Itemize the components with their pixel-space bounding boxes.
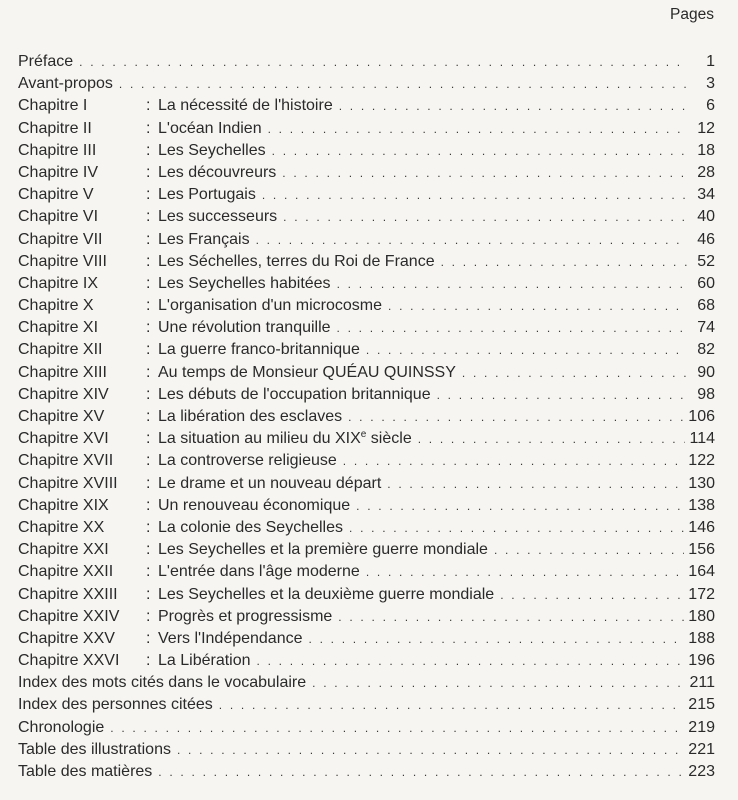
dot-leader	[272, 140, 687, 162]
dot-leader	[494, 539, 684, 561]
entry-page: 52	[697, 252, 715, 270]
entry-title: Avant-propos	[18, 75, 113, 93]
chapter-title: La controverse religieuse	[158, 452, 337, 470]
entry-page: 219	[688, 718, 715, 736]
chapter-label: Chapitre XVII	[18, 452, 114, 470]
entry-page: 114	[689, 430, 715, 448]
dot-leader	[437, 384, 687, 406]
toc-entry-table-matieres[interactable]	[18, 761, 715, 783]
chapter-title: La guerre franco-britannique	[158, 341, 360, 359]
chapter-title: La Libération	[158, 652, 251, 670]
chapter-label: Chapitre XVI	[18, 430, 109, 448]
toc-entry-chapter[interactable]: Chapitre I : La nécessité de l'histoire . . . 6	[18, 95, 715, 117]
dot-leader	[309, 628, 685, 650]
toc-entry-chapter[interactable]: Chapitre XXIII : Les Seychelles et la deuxième guerre mondiale . . . 172	[18, 584, 715, 606]
chapter-title: Les Français	[158, 230, 250, 248]
entry-page: 28	[697, 163, 715, 181]
toc-entry-chronologie[interactable]	[18, 717, 715, 739]
chapter-title: L'océan Indien	[158, 119, 262, 137]
chapter-title: Le drame et un nouveau départ	[158, 474, 382, 492]
toc-entry-chapter[interactable]: Chapitre XIV : Les débuts de l'occupation britannique . . . 98	[18, 384, 715, 406]
entry-page: 164	[688, 563, 715, 581]
chapter-label: Chapitre I	[18, 97, 88, 115]
dot-leader	[348, 406, 684, 428]
chapter-title: Un renouveau économique	[158, 496, 351, 514]
dot-leader	[349, 517, 684, 539]
dot-leader	[441, 251, 687, 273]
toc-entry-chapter[interactable]: Chapitre XV : La libération des esclaves . . . 106	[18, 406, 715, 428]
chapter-title: La nécessité de l'histoire	[158, 97, 333, 115]
chapter-label: Chapitre X	[18, 297, 94, 315]
dot-leader	[79, 51, 687, 73]
dot-leader	[387, 473, 684, 495]
entry-title: Table des illustrations	[18, 740, 171, 758]
toc-entry-chapter[interactable]: Chapitre XXIV : Progrès et progressisme . . . 180	[18, 606, 715, 628]
entry-title: Table des matières	[18, 763, 153, 780]
chapter-label: Chapitre VIII	[18, 252, 107, 270]
entry-page: 34	[697, 186, 715, 204]
toc-entry-index-mots[interactable]	[18, 672, 715, 694]
chapter-label: Chapitre II	[18, 119, 92, 137]
chapter-title: La libération des esclaves	[158, 408, 343, 425]
entry-page: 156	[688, 541, 715, 559]
table-of-contents	[18, 51, 715, 783]
chapter-title: Les Seychelles et la deuxième guerre mondiale	[158, 585, 495, 603]
chapter-title: La situation au milieu du XIXe siècle	[158, 429, 412, 448]
entry-page: 82	[697, 341, 715, 359]
chapter-title: Progrès et progressisme	[158, 607, 333, 625]
chapter-label: Chapitre VII	[18, 230, 103, 248]
toc-entry-chapter[interactable]: Chapitre XXII : L'entrée dans l'âge moderne . . . 164	[18, 561, 715, 583]
entry-page: 90	[697, 363, 715, 381]
entry-page: 3	[706, 75, 715, 93]
chapter-label: Chapitre IX	[18, 274, 99, 292]
entry-page: 46	[697, 230, 715, 248]
chapter-label: Chapitre XXI	[18, 541, 109, 559]
toc-entry-avant-propos[interactable]	[18, 73, 715, 95]
chapter-label: Chapitre XIX	[18, 496, 109, 514]
entry-title: Index des mots cités dans le vocabulaire	[18, 674, 307, 692]
chapter-label: Chapitre XII	[18, 341, 103, 359]
toc-entry-chapter[interactable]: Chapitre X : L'organisation d'un microcosme . . . 68	[18, 295, 715, 317]
toc-entry-chapter[interactable]: Chapitre II : L'océan Indien . . . 12	[18, 118, 715, 140]
chapter-label: Chapitre XXII	[18, 563, 114, 581]
dot-leader	[337, 317, 687, 339]
chapter-title: Vers l'Indépendance	[158, 629, 303, 647]
chapter-label: Chapitre XX	[18, 518, 105, 536]
toc-entry-chapter[interactable]: Chapitre XX : La colonie des Seychelles . . . 146	[18, 517, 715, 539]
toc-entry-illustrations[interactable]	[18, 739, 715, 761]
toc-entry-chapter[interactable]: Chapitre III : Les Seychelles . . . 18	[18, 140, 715, 162]
chapter-label: Chapitre XIII	[18, 363, 107, 381]
toc-entry-chapter[interactable]: Chapitre XVII : La controverse religieuse . . . 122	[18, 450, 715, 472]
dot-leader	[312, 672, 685, 694]
chapter-title: Les Portugais	[158, 186, 256, 204]
entry-page: 211	[689, 674, 715, 692]
chapter-title: La colonie des Seychelles	[158, 518, 344, 536]
entry-page: 60	[697, 274, 715, 292]
entry-page: 98	[697, 385, 715, 403]
dot-leader	[356, 495, 684, 517]
dot-leader	[500, 584, 684, 606]
dot-leader	[268, 118, 687, 140]
entry-page: 221	[688, 740, 715, 758]
chapter-title: L'organisation d'un microcosme	[158, 297, 382, 315]
toc-entry-chapter[interactable]: Chapitre XIII : Au temps de Monsieur QUÉAU QUINSSY . . . 90	[18, 362, 715, 384]
dot-leader	[388, 295, 687, 317]
toc-entry-chapter[interactable]: Chapitre VII : Les Français . . . 46	[18, 229, 715, 251]
dot-leader	[339, 95, 687, 117]
entry-title: Chronologie	[18, 718, 105, 736]
entry-title: Index des personnes citées	[18, 696, 213, 714]
entry-page: 106	[688, 408, 715, 425]
toc-entry-chapter[interactable]: Chapitre IV : Les découvreurs . . . 28	[18, 162, 715, 184]
toc-entry-chapter[interactable]: Chapitre XXI : Les Seychelles et la première guerre mondiale . . . 156	[18, 539, 715, 561]
chapter-label: Chapitre XI	[18, 319, 99, 337]
dot-leader	[177, 739, 684, 761]
chapter-label: Chapitre III	[18, 141, 97, 159]
dot-leader	[418, 428, 686, 450]
dot-leader	[462, 362, 687, 384]
entry-page: 188	[688, 629, 715, 647]
chapter-label: Chapitre IV	[18, 163, 99, 181]
entry-page: 18	[697, 141, 715, 159]
chapter-label: Chapitre V	[18, 186, 94, 204]
toc-entry-chapter[interactable]: Chapitre XXVI : La Libération . . . 196	[18, 650, 715, 672]
toc-entry-chapter[interactable]: Chapitre XIX : Un renouveau économique . . . 138	[18, 495, 715, 517]
chapter-title: Les Seychelles	[158, 141, 266, 159]
toc-entry-chapter[interactable]: Chapitre XVI : La situation au milieu du XIXe siècle . . . 114	[18, 428, 715, 450]
chapter-label: Chapitre XXV	[18, 629, 115, 647]
toc-entry-index-personnes[interactable]	[18, 694, 715, 716]
dot-leader	[256, 229, 687, 251]
dot-leader	[219, 694, 685, 716]
entry-page: 138	[688, 496, 715, 514]
entry-page: 223	[688, 763, 715, 780]
dot-leader	[338, 606, 684, 628]
dot-leader	[110, 717, 684, 739]
dot-leader	[158, 761, 684, 783]
chapter-title: Les débuts de l'occupation britannique	[158, 385, 431, 403]
entry-page: 68	[697, 297, 715, 315]
chapter-title: Les Seychelles et la première guerre mondiale	[158, 541, 488, 559]
dot-leader	[283, 206, 687, 228]
chapter-label: Chapitre XXVI	[18, 652, 120, 670]
dot-leader	[366, 339, 687, 361]
entry-page: 196	[688, 652, 715, 670]
entry-page: 122	[688, 452, 715, 470]
chapter-label: Chapitre XV	[18, 408, 105, 425]
entry-page: 146	[688, 518, 715, 536]
entry-page: 130	[688, 474, 715, 492]
toc-entry-chapter[interactable]: Chapitre IX : Les Seychelles habitées . . . 60	[18, 273, 715, 295]
pages-header: Pages	[670, 6, 714, 23]
toc-entry-chapter[interactable]: Chapitre XVIII : Le drame et un nouveau départ . . . 130	[18, 473, 715, 495]
toc-entry-preface[interactable]	[18, 51, 715, 73]
dot-leader	[337, 273, 687, 295]
entry-page: 172	[688, 585, 715, 603]
entry-page: 180	[688, 607, 715, 625]
toc-entry-chapter[interactable]: Chapitre XI : Une révolution tranquille . . . 74	[18, 317, 715, 339]
chapter-title: Les successeurs	[158, 208, 278, 226]
chapter-title: Les découvreurs	[158, 163, 277, 181]
chapter-label: Chapitre XIV	[18, 385, 109, 403]
entry-page: 215	[688, 696, 715, 714]
entry-title: Préface	[18, 53, 74, 70]
chapter-label: Chapitre XXIV	[18, 607, 120, 625]
entry-page: 74	[697, 319, 715, 337]
chapter-title: Les Séchelles, terres du Roi de France	[158, 252, 435, 270]
dot-leader	[343, 450, 685, 472]
chapter-title: L'entrée dans l'âge moderne	[158, 563, 360, 581]
dot-leader	[262, 184, 687, 206]
chapter-title: Une révolution tranquille	[158, 319, 331, 337]
dot-leader	[119, 73, 687, 95]
entry-page: 40	[697, 208, 715, 226]
chapter-label: Chapitre XVIII	[18, 474, 118, 492]
toc-entry-chapter[interactable]: Chapitre XXV : Vers l'Indépendance . . . 188	[18, 628, 715, 650]
chapter-label: Chapitre VI	[18, 208, 99, 226]
toc-entry-chapter[interactable]: Chapitre V : Les Portugais . . . 34	[18, 184, 715, 206]
superscript: e	[360, 429, 367, 441]
dot-leader	[366, 561, 684, 583]
chapter-title: Les Seychelles habitées	[158, 274, 331, 292]
dot-leader	[282, 162, 687, 184]
toc-entry-chapter[interactable]: Chapitre VIII : Les Séchelles, terres du Roi de France . . . 52	[18, 251, 715, 273]
toc-entry-chapter[interactable]: Chapitre VI : Les successeurs . . . 40	[18, 206, 715, 228]
entry-page: 12	[697, 119, 715, 137]
dot-leader	[257, 650, 685, 672]
entry-page: 1	[706, 53, 715, 70]
chapter-label: Chapitre XXIII	[18, 585, 118, 603]
entry-page: 6	[706, 97, 715, 115]
chapter-title: Au temps de Monsieur QUÉAU QUINSSY	[158, 363, 456, 381]
toc-entry-chapter[interactable]: Chapitre XII : La guerre franco-britannique . . . 82	[18, 339, 715, 361]
